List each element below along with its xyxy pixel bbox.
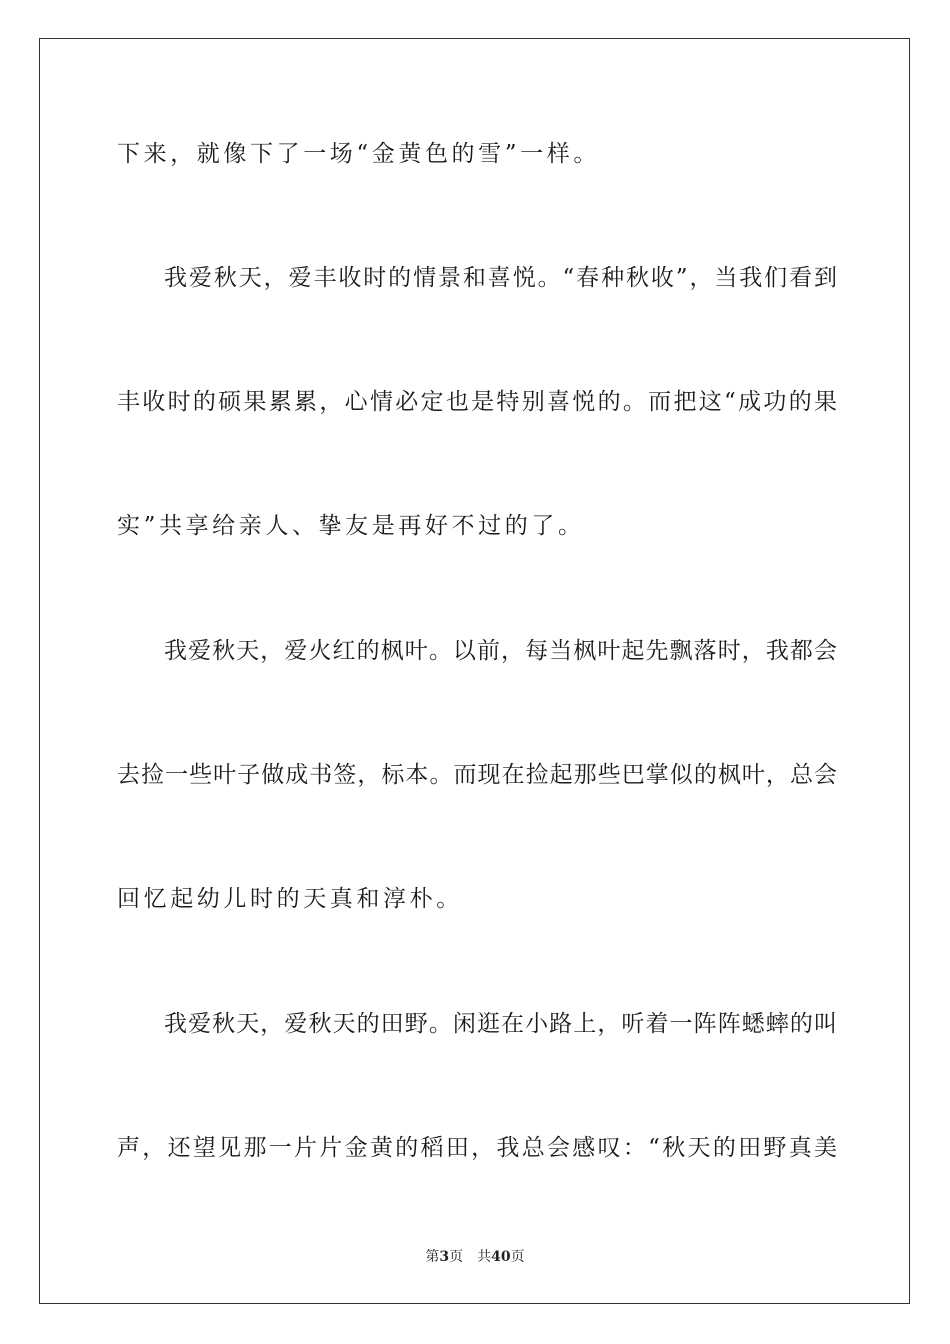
paragraph-first-line: 我爱秋天，爱火红的枫叶。以前，每当枫叶起先飘落时，我都会 bbox=[164, 638, 837, 664]
paragraph-first-line: 我爱秋天，爱秋天的田野。闲逛在小路上，听着一阵阵蟋蟀的叫 bbox=[164, 1011, 837, 1037]
paragraph-first-line: 我爱秋天，爱丰收时的情景和喜悦。“春种秋收”，当我们看到 bbox=[164, 265, 837, 291]
text-line: 下来，就像下了一场“金黄色的雪”一样。 bbox=[117, 141, 600, 167]
text-line: 丰收时的硕果累累，心情必定也是特别喜悦的。而把这“成功的果 bbox=[117, 389, 837, 415]
page-number: 3 bbox=[439, 1249, 450, 1265]
text-line: 回忆起幼儿时的天真和淳朴。 bbox=[117, 886, 463, 912]
text-line: 声，还望见那一片片金黄的稻田，我总会感叹：“秋天的田野真美 bbox=[117, 1135, 837, 1161]
page-footer bbox=[0, 1248, 950, 1266]
page-suffix: 页 bbox=[449, 1249, 464, 1265]
page-prefix: 第 bbox=[425, 1249, 440, 1265]
total-prefix: 共 bbox=[477, 1249, 492, 1265]
text-line: 实”共享给亲人、挚友是再好不过的了。 bbox=[117, 513, 585, 539]
total-pages: 40 bbox=[491, 1249, 511, 1265]
text-line: 去捡一些叶子做成书签，标本。而现在捡起那些巴掌似的枫叶，总会 bbox=[117, 762, 837, 788]
page-border bbox=[39, 38, 910, 1304]
total-suffix: 页 bbox=[510, 1249, 525, 1265]
